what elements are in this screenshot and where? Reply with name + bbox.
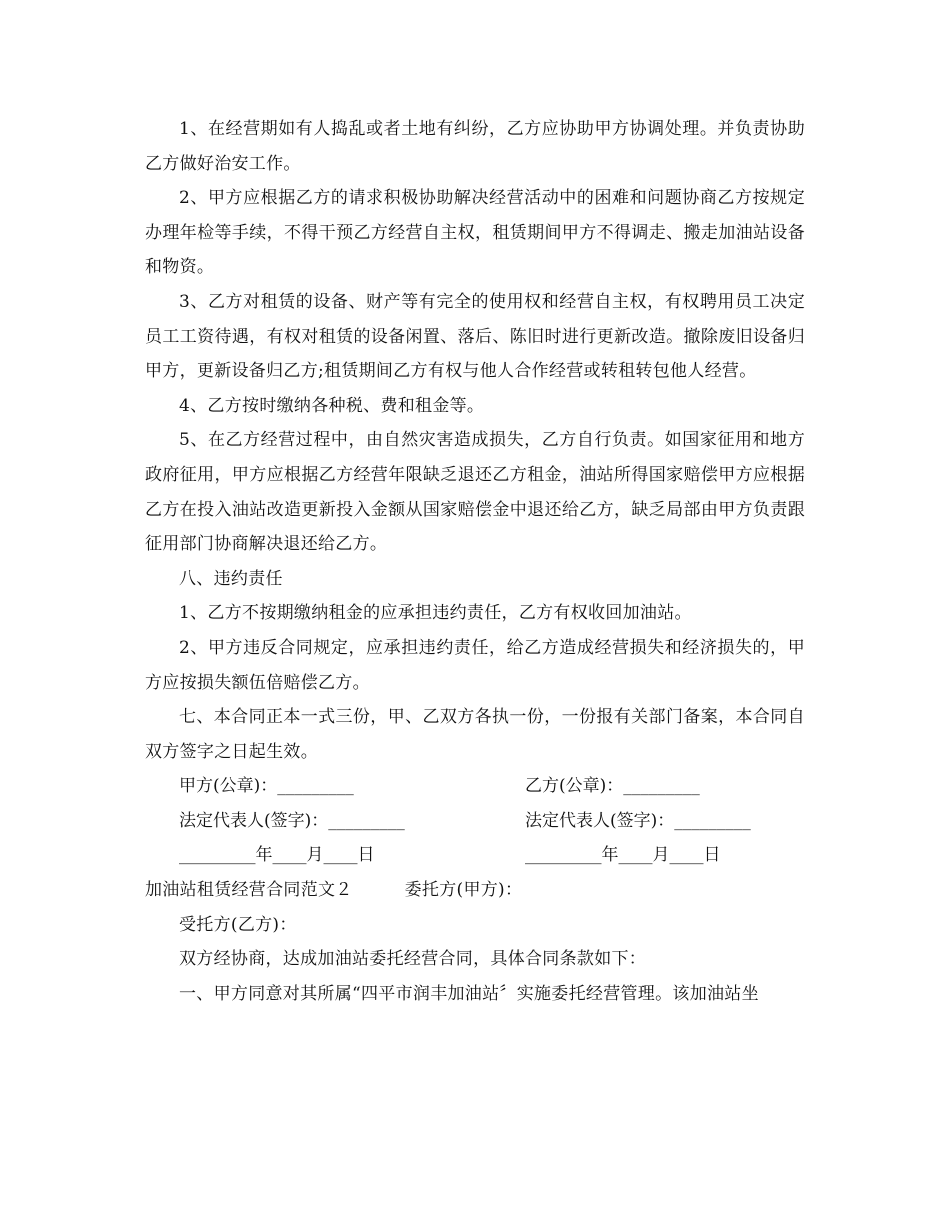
clause-2: 2、甲方应根据乙方的请求积极协助解决经营活动中的困难和问题协商乙方按规定办理年检等手续，不得干预乙方经营自主权，租赁期间甲方不得调走、搬走加油站设备和物资。	[145, 188, 805, 278]
liability-clause-1: 1、乙方不按期缴纳租金的应承担违约责任，乙方有权收回加油站。	[179, 603, 692, 624]
effectiveness-clause: 七、本合同正本一式三份，甲、乙双方各执一份，一份报有关部门备案，本合同自双方签字之日起生效。	[145, 707, 805, 762]
clause-3: 3、乙方对租赁的设备、财产等有完全的使用权和经营自主权，有权聘用员工决定员工工资待遇，有权对租赁的设备闲置、落后、陈旧时进行更新改造。撤除废旧设备归甲方，更新设备归乙方;租赁期间乙方有权与他人合作经营或转租转包他人经营。	[145, 291, 805, 382]
liability-clause-2: 2、甲方违反合同规定，应承担违约责任，给乙方造成经营损失和经济损失的，甲方应按损失额伍倍赔偿乙方。	[145, 637, 805, 693]
signature-row-date	[145, 838, 805, 873]
party-a-representative-field: 法定代表人(签字)：_________	[179, 810, 405, 831]
party-a-seal-field: 甲方(公章)：_________	[179, 776, 354, 797]
party-b-representative-field: 法定代表人(签字)：_________	[525, 810, 751, 831]
article-1: 一、甲方同意对其所属“四平市润丰加油站〞实施委托经营管理。该加油站坐	[179, 983, 759, 1004]
section-heading-liability: 八、违约责任	[179, 568, 283, 589]
second-contract-title: 加油站租赁经营合同范文２	[145, 880, 353, 901]
trustee-party-label: 受托方(乙方)：	[179, 914, 297, 935]
signature-row-seal	[145, 769, 805, 804]
party-b-date-field: _________年____月____日	[525, 845, 721, 866]
signature-row-representative	[145, 804, 805, 839]
clause-1: 1、在经营期如有人捣乱或者土地有纠纷，乙方应协助甲方协调处理。并负责协助乙方做好治安工作。	[145, 119, 805, 174]
party-a-date-field: _________年____月____日	[179, 845, 375, 866]
clause-5: 5、在乙方经营过程中，由自然灾害造成损失，乙方自行负责。如国家征用和地方政府征用，甲方应根据乙方经营年限缺乏退还乙方租金，油站所得国家赔偿甲方应根据乙方在投入油站改造更新投入金额从国家赔偿金中退还给乙方，缺乏局部由甲方负责跟征用部门协商解决退还给乙方。	[145, 430, 805, 555]
clause-4: 4、乙方按时缴纳各种税、费和租金等。	[179, 395, 485, 416]
document-page	[145, 112, 805, 1011]
client-party-label: 委托方(甲方)：	[404, 880, 523, 901]
second-contract-heading-line	[145, 873, 805, 908]
agreement-intro: 双方经协商，达成加油站委托经营合同，具体合同条款如下：	[179, 949, 647, 970]
party-b-seal-field: 乙方(公章)：_________	[525, 776, 700, 797]
